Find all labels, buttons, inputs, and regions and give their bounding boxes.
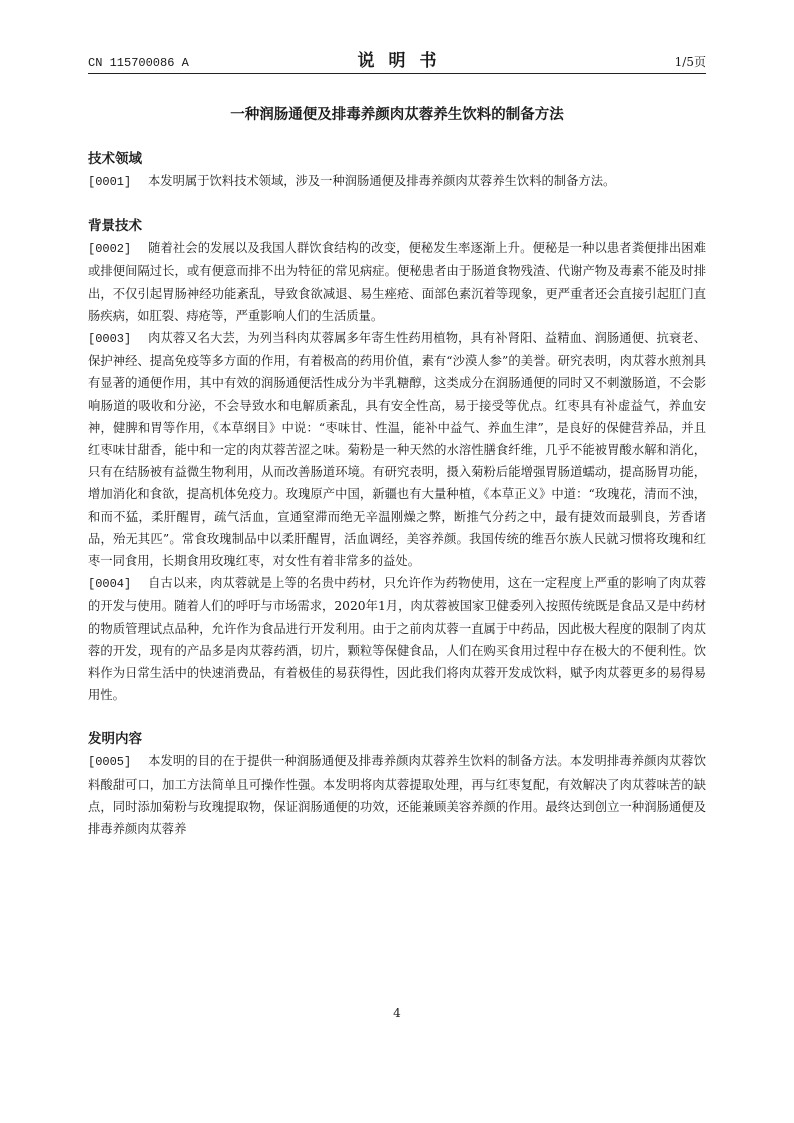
- paragraph-text: 本发明的目的在于提供一种润肠通便及排毒养颜肉苁蓉养生饮料的制备方法。本发明排毒养颜肉苁蓉饮料酸甜可口，加工方法简单且可操作性强。本发明将肉苁蓉提取处理，再与红枣复配，有效解决了肉苁蓉味苦的缺点，同时添加菊粉与玫瑰提取物，保证润肠通便的功效，还能兼顾美容养颜的作用。最终达到创立一种润肠通便及排毒养颜肉苁蓉养: [88, 754, 706, 837]
- paragraph-text: 随着社会的发展以及我国人群饮食结构的改变，便秘发生率逐渐上升。便秘是一种以患者粪便排出困难或排便间隔过长，或有便意而排不出为特征的常见病症。便秘患者由于肠道食物残渣、代谢产物及毒素不能及时排出，不仅引起胃肠神经功能紊乱，导致食欲减退、易生痤疮、面部色素沉着等现象，更严重者还会直接引起肛门直肠疾病，如肛裂、痔疮等，严重影响人们的生活质量。: [88, 241, 706, 323]
- paragraph-0001: [88, 170, 706, 193]
- header-rule: [88, 73, 706, 74]
- paragraph-number: [0003]: [88, 332, 132, 347]
- section-heading-background: 背景技术: [88, 218, 142, 235]
- paragraph-number: [0002]: [88, 242, 132, 257]
- section-heading-invention: 发明内容: [88, 731, 142, 748]
- paragraph-0002: [88, 237, 706, 327]
- paragraph-0005: [88, 750, 706, 840]
- page-indicator: 1/5页: [674, 55, 706, 69]
- document-title: 一种润肠通便及排毒养颜肉苁蓉养生饮料的制备方法: [230, 107, 564, 123]
- document-type: 说明书: [357, 51, 451, 71]
- paragraph-0003: [88, 327, 706, 572]
- page-number: 4: [393, 1006, 401, 1020]
- document-body: [88, 148, 706, 840]
- page-header: [88, 44, 706, 74]
- paragraph-number: [0001]: [88, 175, 132, 189]
- paragraph-text: 自古以来，肉苁蓉就是上等的名贵中药材，只允许作为药物使用，这在一定程度上严重的影响了肉苁蓉的开发与使用。随着人们的呼吁与市场需求，2020年1月，肉苁蓉被国家卫健委列入按照传统既是食品又是中药材的物质管理试点品种，允许作为食品进行开发利用。由于之前肉苁蓉一直属于中药品，因此极大程度的限制了肉苁蓉的开发，现有的产品多是肉苁蓉药酒，切片，颗粒等保健食品，人们在购买食用过程中存在极大的不便利性。饮料作为日常生活中的快速消费品，有着极佳的易获得性，因此我们将肉苁蓉开发成饮料，赋予肉苁蓉更多的易得易用性。: [88, 576, 706, 703]
- paragraph-text: 肉苁蓉又名大芸，为列当科肉苁蓉属多年寄生性药用植物，具有补肾阳、益精血、润肠通便、抗衰老、保护神经、提高免疫等多方面的作用，有着极高的药用价值，素有“沙漠人参”的美誉。研究表明，肉苁蓉水煎剂具有显著的通便作用，其中有效的润肠通便活性成分为半乳糖醇，这类成分在润肠通便的同时又不刺激肠道，不会影响肠道的吸收和分泌，不会导致水和电解质紊乱，具有安全性高，易于接受等优点。红枣具有补虚益气，养血安神，健脾和胃等作用，《本草纲目》中说：“枣味甘、性温，能补中益气、养血生津”，是良好的保健营养品，并且红枣味甘甜香，能中和一定的肉苁蓉苦涩之味。菊粉是一种天然的水溶性膳食纤维，几乎不能被胃酸水解和消化，只有在结肠被有益微生物利用，从而改善肠道环境。有研究表明，摄入菊粉后能增强胃肠道蠕动，提高肠胃功能，增加消化和食欲，提高机体免疫力。玫瑰原产中国，新疆也有大量种植，《本草正义》中道：“玫瑰花，清而不浊，和而不猛，柔肝醒胃，疏气活血，宣通窒滞而绝无辛温刚燥之弊，断推气分药之中，最有捷效而最驯良，芳香诸品，殆无其匹”。常食玫瑰制品中以柔肝醒胃，活血调经，美容养颜。我国传统的维吾尔族人民就习惯将玫瑰和红枣一同食用，长期食用玫瑰红枣，对女性有着非常多的益处。: [88, 331, 706, 569]
- paragraph-number: [0004]: [88, 577, 132, 592]
- patent-number: CN 115700086 A: [88, 56, 189, 70]
- paragraph-0004: [88, 572, 706, 706]
- section-heading-technical-field: 技术领域: [88, 151, 142, 167]
- paragraph-text: 本发明属于饮料技术领域，涉及一种润肠通便及排毒养颜肉苁蓉养生饮料的制备方法。: [148, 174, 616, 188]
- paragraph-number: [0005]: [88, 755, 132, 770]
